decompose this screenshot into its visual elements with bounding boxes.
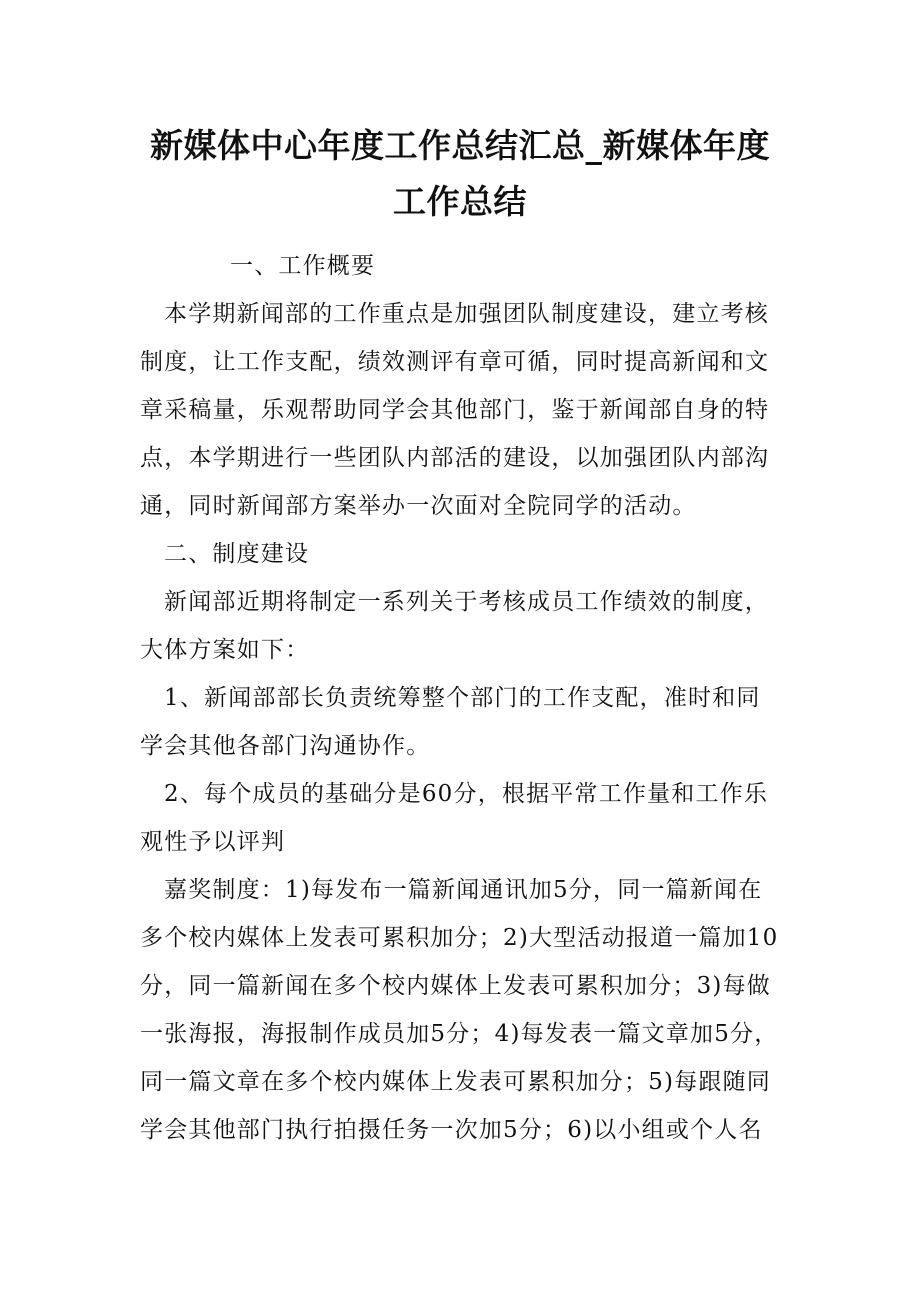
document-body: [140, 242, 782, 1154]
paragraph-line: 学会其他各部门沟通协作。: [140, 733, 431, 759]
paragraph-line: 观性予以评判: [140, 829, 286, 855]
paragraph-line: 通，同时新闻部方案举办一次面对全院同学的活动。: [140, 493, 697, 519]
document-title: [110, 118, 810, 230]
section-heading: 一、工作概要: [230, 253, 376, 279]
title-line-2: 工作总结: [393, 182, 527, 221]
paragraph-line: 嘉奖制度：1)每发布一篇新闻通讯加5分，同一篇新闻在: [164, 877, 763, 903]
paragraph-line: 多个校内媒体上发表可累积加分；2)大型活动报道一篇加10: [140, 925, 779, 951]
paragraph-line: 制度，让工作支配，绩效测评有章可循，同时提高新闻和文: [140, 349, 770, 375]
paragraph-line: 分，同一篇新闻在多个校内媒体上发表可累积加分；3)每做: [140, 973, 772, 999]
paragraph-line: 一张海报，海报制作成员加5分；4)每发表一篇文章加5分，: [140, 1021, 779, 1047]
paragraph-line: 学会其他部门执行拍摄任务一次加5分；6)以小组或个人名: [140, 1117, 763, 1143]
paragraph-line: 章采稿量，乐观帮助同学会其他部门，鉴于新闻部自身的特: [140, 397, 770, 423]
paragraph-line: 2、每个成员的基础分是60分，根据平常工作量和工作乐: [164, 781, 769, 807]
paragraph-line: 同一篇文章在多个校内媒体上发表可累积加分；5)每跟随同: [140, 1069, 772, 1095]
paragraph-line: 新闻部近期将制定一系列关于考核成员工作绩效的制度，: [164, 589, 769, 615]
paragraph-line: 1、新闻部部长负责统筹整个部门的工作支配，准时和同: [164, 685, 761, 711]
paragraph-line: 大体方案如下：: [140, 637, 310, 663]
paragraph-line: 本学期新闻部的工作重点是加强团队制度建设，建立考核: [164, 301, 769, 327]
title-line-1: 新媒体中心年度工作总结汇总_新媒体年度: [150, 126, 770, 165]
paragraph-line: 点，本学期进行一些团队内部活的建设，以加强团队内部沟: [140, 445, 770, 471]
section-heading: 二、制度建设: [164, 541, 310, 567]
